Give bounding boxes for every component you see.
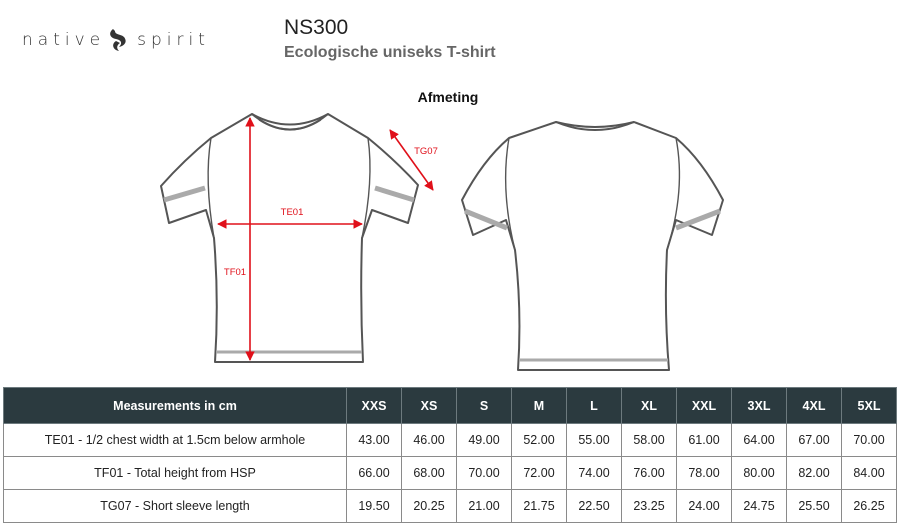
table-cell: 24.75 bbox=[732, 490, 787, 523]
table-cell: 72.00 bbox=[512, 457, 567, 490]
header-measurements: Measurements in cm bbox=[4, 388, 347, 424]
table-cell: 66.00 bbox=[347, 457, 402, 490]
header-size: XXL bbox=[677, 388, 732, 424]
table-cell: 52.00 bbox=[512, 424, 567, 457]
size-table bbox=[3, 387, 897, 523]
section-title-text: Afmeting bbox=[417, 89, 479, 105]
label-height: TF01 bbox=[223, 267, 247, 278]
label-sleeve: TG07 bbox=[414, 146, 438, 157]
header-size: XL bbox=[622, 388, 677, 424]
product-code: NS300 bbox=[284, 16, 349, 39]
table-cell: 58.00 bbox=[622, 424, 677, 457]
table-cell: 80.00 bbox=[732, 457, 787, 490]
table-cell: 82.00 bbox=[787, 457, 842, 490]
brand-text-left: native bbox=[22, 30, 106, 50]
table-row bbox=[4, 457, 897, 490]
table-cell: 49.00 bbox=[457, 424, 512, 457]
header-size: S bbox=[457, 388, 512, 424]
row-label: TG07 - Short sleeve length bbox=[4, 490, 347, 523]
table-row bbox=[4, 490, 897, 523]
table-cell: 68.00 bbox=[402, 457, 457, 490]
table-cell: 46.00 bbox=[402, 424, 457, 457]
table-cell: 74.00 bbox=[567, 457, 622, 490]
header-size: 4XL bbox=[787, 388, 842, 424]
header-size: L bbox=[567, 388, 622, 424]
table-cell: 22.50 bbox=[567, 490, 622, 523]
table-cell: 24.00 bbox=[677, 490, 732, 523]
table-cell: 70.00 bbox=[457, 457, 512, 490]
table-cell: 64.00 bbox=[732, 424, 787, 457]
table-cell: 61.00 bbox=[677, 424, 732, 457]
table-cell: 78.00 bbox=[677, 457, 732, 490]
product-name: Ecologische uniseks T-shirt bbox=[284, 44, 496, 61]
header-size: XXS bbox=[347, 388, 402, 424]
table-row bbox=[4, 424, 897, 457]
row-label: TF01 - Total height from HSP bbox=[4, 457, 347, 490]
table-cell: 76.00 bbox=[622, 457, 677, 490]
front-tshirt-outline bbox=[161, 114, 418, 362]
table-cell: 67.00 bbox=[787, 424, 842, 457]
header-size: 5XL bbox=[842, 388, 897, 424]
brand-text-right: spirit bbox=[137, 30, 210, 50]
table-cell: 84.00 bbox=[842, 457, 897, 490]
label-chest: TE01 bbox=[280, 207, 304, 218]
table-cell: 25.50 bbox=[787, 490, 842, 523]
header-size: 3XL bbox=[732, 388, 787, 424]
table-cell: 23.25 bbox=[622, 490, 677, 523]
back-tshirt-outline bbox=[462, 122, 723, 370]
row-label: TE01 - 1/2 chest width at 1.5cm below armhole bbox=[4, 424, 347, 457]
table-cell: 26.25 bbox=[842, 490, 897, 523]
header-size: XS bbox=[402, 388, 457, 424]
table-cell: 19.50 bbox=[347, 490, 402, 523]
table-cell: 43.00 bbox=[347, 424, 402, 457]
table-cell: 70.00 bbox=[842, 424, 897, 457]
table-cell: 20.25 bbox=[402, 490, 457, 523]
table-cell: 21.75 bbox=[512, 490, 567, 523]
header-size: M bbox=[512, 388, 567, 424]
table-cell: 55.00 bbox=[567, 424, 622, 457]
table-cell: 21.00 bbox=[457, 490, 512, 523]
table-header-row bbox=[4, 388, 897, 424]
